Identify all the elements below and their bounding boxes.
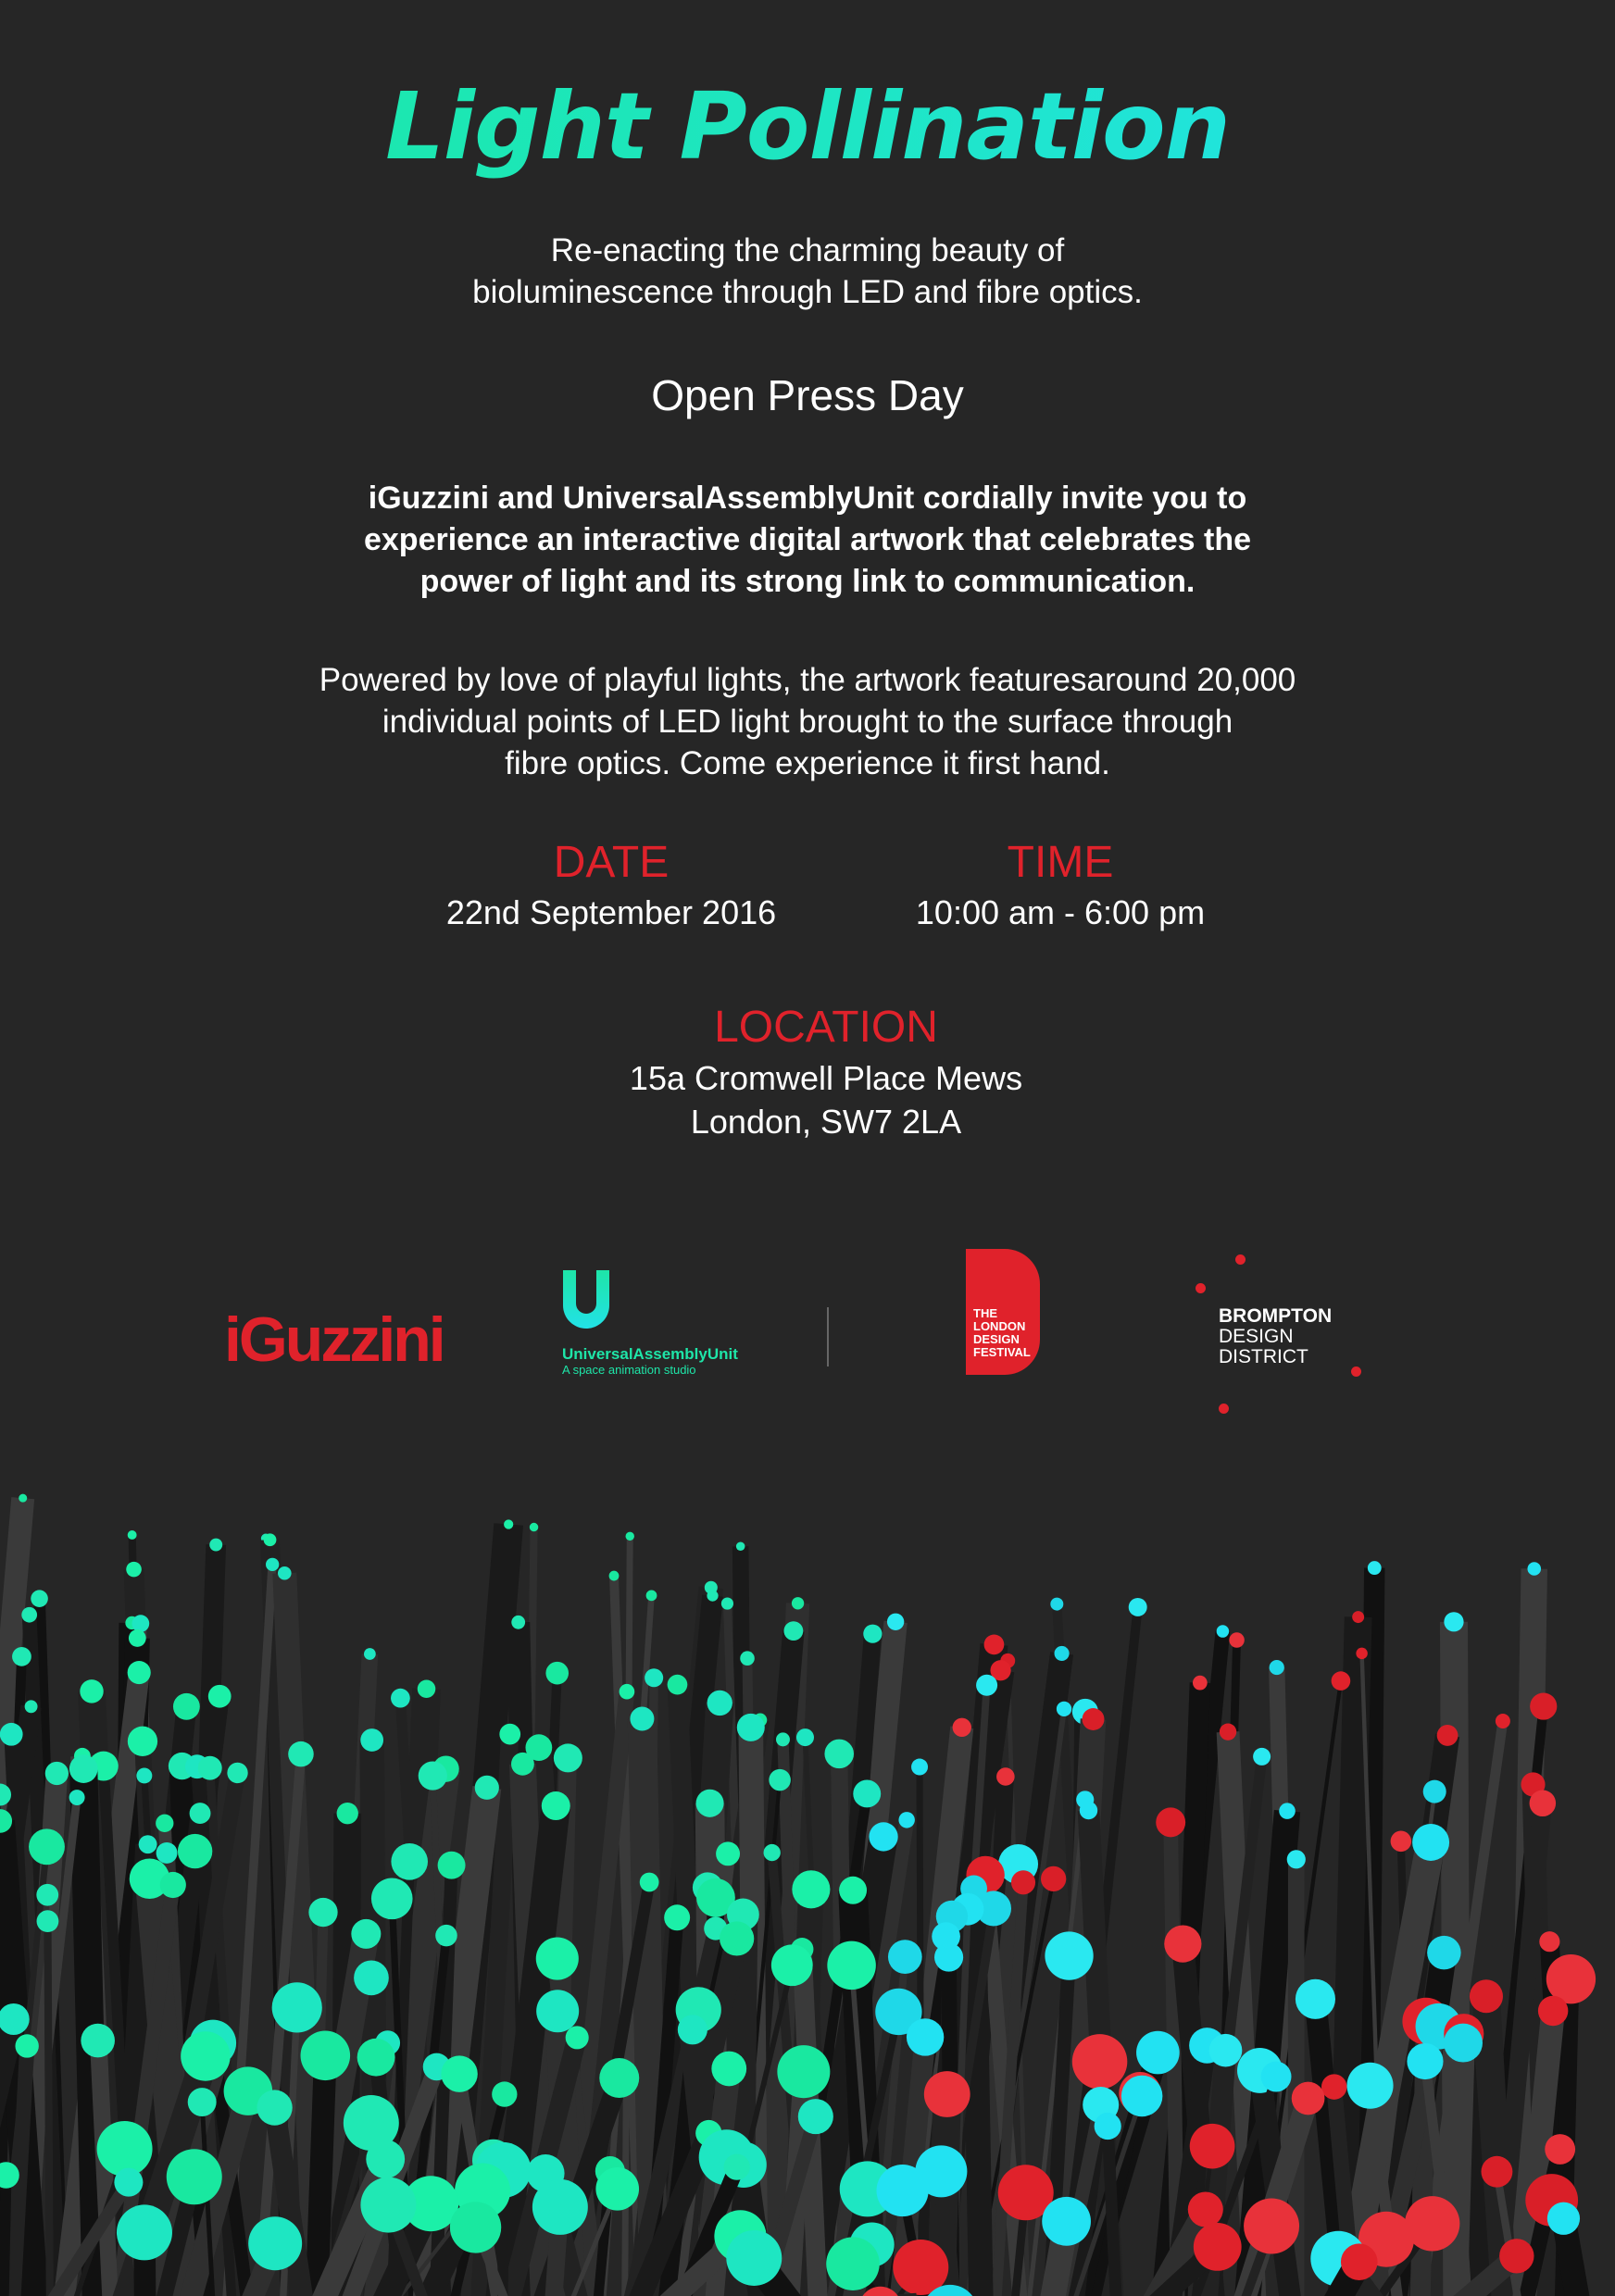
light-dot — [566, 2026, 589, 2049]
light-dot — [668, 1675, 688, 1695]
light-dot — [419, 1761, 447, 1790]
light-dot — [707, 1591, 718, 1602]
light-dot — [853, 1780, 881, 1808]
light-dot — [1287, 1850, 1306, 1868]
light-dot — [69, 1790, 85, 1805]
light-dot — [1530, 1692, 1557, 1719]
light-dot — [364, 1648, 376, 1660]
date-value: 22nd September 2016 — [445, 893, 777, 931]
light-dot — [877, 2165, 929, 2216]
ldf-line: LONDON — [973, 1319, 1026, 1333]
light-dot — [1193, 1676, 1208, 1691]
location-block — [0, 1002, 1615, 1143]
light-dot — [1121, 2076, 1163, 2117]
light-dot — [492, 2081, 517, 2106]
location-label: LOCATION — [714, 1003, 938, 1052]
light-dot — [69, 1754, 98, 1783]
light-dot — [278, 1566, 292, 1580]
light-dot — [1444, 1612, 1463, 1631]
light-dot — [1481, 2156, 1512, 2188]
light-dot — [1270, 1660, 1284, 1675]
invite-line: iGuzzini and UniversalAssemblyUnit cordially invite you to — [368, 480, 1247, 516]
light-dot — [139, 1835, 157, 1853]
ldf-logo-text — [973, 1307, 1031, 1359]
bdd-line: BROMPTON — [1219, 1305, 1333, 1327]
subtitle — [0, 230, 1615, 313]
light-dot — [769, 1769, 791, 1791]
light-dot — [1188, 2191, 1223, 2227]
light-dot — [1050, 1598, 1063, 1611]
light-dot — [1368, 1561, 1382, 1575]
light-dot — [208, 1685, 232, 1708]
logo-divider — [827, 1307, 829, 1366]
light-dot — [771, 1944, 813, 1986]
address-line: 15a Cromwell Place Mews — [629, 1059, 1023, 1097]
light-dot — [156, 1815, 173, 1832]
light-dot — [80, 1679, 103, 1703]
light-dot — [128, 1727, 157, 1756]
light-dot — [1253, 1748, 1271, 1766]
light-dot — [530, 1523, 538, 1531]
light-dot — [721, 1598, 733, 1610]
light-dot — [645, 1668, 663, 1687]
light-dot — [1292, 2082, 1325, 2115]
light-dot — [953, 1718, 971, 1737]
light-dot — [707, 1691, 732, 1716]
light-dot — [1220, 1723, 1236, 1740]
light-dot — [1057, 1702, 1071, 1716]
bdd-line: DESIGN — [1219, 1326, 1294, 1347]
light-dot — [354, 1960, 389, 1995]
light-dot — [188, 2088, 217, 2116]
light-dot — [190, 1803, 211, 1824]
page-title: Light Pollination — [0, 72, 1615, 181]
light-dot — [826, 2237, 880, 2290]
light-dot — [160, 1872, 186, 1898]
light-dot — [511, 1753, 534, 1776]
light-dot — [726, 2230, 782, 2286]
light-dot — [1538, 1996, 1568, 2026]
location-address — [0, 1056, 1615, 1143]
subtitle-line: Re-enacting the charming beauty of — [550, 232, 1065, 268]
light-dot — [776, 1732, 790, 1746]
press-day-heading: Open Press Day — [651, 371, 964, 419]
light-dot — [1530, 1791, 1557, 1817]
light-dot — [1496, 1714, 1510, 1728]
light-dot — [167, 2149, 222, 2204]
light-dot — [1527, 1562, 1541, 1576]
fibre-strand — [4, 2175, 6, 2296]
light-dot — [29, 1828, 65, 1865]
light-dot — [1055, 1646, 1070, 1661]
light-dot — [511, 1616, 525, 1629]
light-dot — [1407, 2043, 1443, 2079]
light-dot — [257, 2090, 292, 2125]
light-dot — [1356, 1648, 1367, 1659]
light-dot — [114, 2168, 143, 2197]
light-dot — [366, 2140, 405, 2178]
light-dot — [21, 1607, 37, 1623]
light-dot — [630, 1707, 654, 1731]
time-block — [820, 837, 1301, 932]
light-dot — [1444, 2024, 1483, 2063]
light-dot — [984, 1634, 1005, 1654]
light-dot — [678, 2015, 707, 2044]
light-dot — [640, 1873, 659, 1892]
light-dot — [1341, 2243, 1378, 2280]
light-dot — [1217, 1625, 1229, 1637]
light-dot — [863, 1625, 882, 1643]
fibre-optic-artwork — [0, 1454, 1615, 2296]
light-dot — [504, 1519, 513, 1529]
light-dot — [1346, 2063, 1393, 2109]
light-dot — [173, 1693, 200, 1720]
bdd-logo-dot — [1351, 1366, 1361, 1377]
light-dot — [764, 1844, 781, 1861]
light-dot — [418, 1679, 436, 1698]
light-dot — [777, 2045, 830, 2098]
light-dot — [839, 1877, 867, 1904]
invite-line: power of light and its strong link to communication. — [419, 564, 1196, 599]
light-dot — [0, 1723, 23, 1746]
light-dot — [792, 1597, 804, 1609]
light-dot — [337, 1803, 358, 1824]
ldf-line: DESIGN — [973, 1332, 1020, 1346]
light-dot — [1156, 1807, 1185, 1837]
light-dot — [1080, 1802, 1097, 1819]
light-dot — [1190, 2124, 1235, 2169]
light-dot — [724, 2154, 750, 2180]
light-dot — [1391, 1831, 1412, 1853]
light-dot — [1296, 1979, 1335, 2019]
light-dot — [609, 1571, 620, 1581]
brompton-design-district-logo — [1219, 1306, 1332, 1367]
light-dot — [595, 2167, 639, 2211]
ldf-line: FESTIVAL — [973, 1345, 1031, 1359]
light-dot — [740, 1651, 755, 1666]
light-dot — [1332, 1671, 1351, 1691]
light-dot — [887, 1614, 904, 1630]
fibre-strand — [317, 2055, 326, 2296]
light-dot — [1095, 2113, 1121, 2140]
light-dot — [209, 1539, 222, 1552]
light-dot — [391, 1689, 410, 1708]
light-dot — [1321, 2074, 1347, 2100]
light-dot — [664, 1904, 690, 1930]
time-label: TIME — [1007, 838, 1114, 887]
light-dot — [301, 2031, 351, 2081]
light-dot — [1279, 1803, 1296, 1819]
light-dot — [136, 1767, 152, 1783]
fibre-strand — [974, 1889, 982, 2296]
light-dot — [351, 1919, 381, 1949]
uau-logo-mark — [563, 1270, 609, 1329]
light-dot — [132, 1615, 150, 1632]
light-dot — [599, 2058, 639, 2098]
light-dot — [435, 1925, 457, 1947]
light-dot — [720, 1921, 754, 1955]
light-dot — [272, 1982, 322, 2032]
light-dot — [15, 2034, 38, 2057]
fibre-strand — [1456, 2043, 1463, 2296]
light-dot — [128, 1530, 137, 1540]
time-value: 10:00 am - 6:00 pm — [915, 893, 1206, 931]
light-dot — [1194, 2223, 1242, 2271]
light-dot — [1164, 1925, 1201, 1962]
light-dot — [1042, 2197, 1091, 2246]
light-dot — [391, 1843, 428, 1880]
light-dot — [976, 1675, 997, 1696]
light-dot — [716, 1841, 740, 1866]
light-dot — [126, 1562, 142, 1578]
light-dot — [783, 1621, 803, 1641]
light-dot — [1261, 2062, 1292, 2092]
date-label: DATE — [553, 838, 670, 887]
light-dot — [792, 1870, 830, 1908]
light-dot — [1352, 1611, 1364, 1623]
fibre-strand — [47, 1921, 49, 2296]
light-dot — [796, 1728, 814, 1746]
light-dot — [1229, 1632, 1244, 1647]
light-dot — [129, 1629, 146, 1647]
light-dot — [156, 1842, 178, 1864]
light-dot — [1437, 1725, 1459, 1746]
light-dot — [542, 1791, 570, 1820]
light-dot — [996, 1767, 1015, 1786]
light-dot — [31, 1590, 48, 1607]
light-dot — [117, 2204, 172, 2260]
light-dot — [911, 1759, 928, 1776]
light-dot — [12, 1647, 31, 1666]
light-dot — [450, 2202, 501, 2252]
light-dot — [360, 2177, 416, 2233]
invitation-text — [0, 478, 1615, 603]
light-dot — [181, 2031, 231, 2081]
bdd-logo-dot — [1196, 1283, 1206, 1293]
light-dot — [499, 1724, 520, 1745]
light-dot — [626, 1532, 634, 1541]
light-dot — [888, 1940, 922, 1974]
date-block — [370, 837, 852, 932]
light-dot — [371, 1878, 413, 1919]
uau-logo-tagline: A space animation studio — [562, 1363, 696, 1377]
description-line: Powered by love of playful lights, the artwork featuresaround 20,000 — [319, 662, 1296, 698]
light-dot — [1412, 1824, 1449, 1861]
light-dot — [1547, 2202, 1580, 2235]
light-dot — [178, 1834, 212, 1868]
light-dot — [360, 1728, 383, 1752]
light-dot — [1244, 2199, 1299, 2254]
subtitle-line: bioluminescence through LED and fibre optics. — [472, 274, 1143, 310]
light-dot — [475, 1776, 499, 1800]
light-dot — [97, 2121, 153, 2177]
bdd-logo-dot — [1219, 1404, 1229, 1414]
light-dot — [1136, 2031, 1180, 2075]
light-dot — [81, 2024, 115, 2058]
address-line: London, SW7 2LA — [690, 1103, 962, 1141]
light-dot — [907, 2018, 944, 2055]
light-dot — [266, 1558, 279, 1571]
light-dot — [532, 2179, 588, 2235]
light-dot — [36, 1884, 58, 1906]
light-dot — [19, 1494, 27, 1503]
light-dot — [1423, 1780, 1446, 1803]
description-line: fibre optics. Come experience it first hand. — [505, 745, 1110, 781]
light-dot — [1427, 1936, 1460, 1969]
light-dot — [1041, 1866, 1066, 1891]
light-dot — [1083, 1708, 1105, 1730]
light-dot — [696, 1790, 724, 1817]
ldf-line: THE — [973, 1306, 997, 1320]
light-dot — [1470, 1979, 1503, 2013]
light-dot — [737, 1714, 765, 1741]
light-dot — [798, 2099, 833, 2134]
light-dot — [646, 1590, 657, 1601]
light-dot — [264, 1533, 277, 1546]
light-dot — [1011, 1870, 1035, 1894]
light-dot — [441, 2055, 477, 2091]
light-dot — [248, 2216, 302, 2270]
description-line: individual points of LED light brought to the surface through — [382, 704, 1233, 740]
light-dot — [1539, 1931, 1559, 1952]
light-dot — [45, 1762, 69, 1785]
iguzzini-logo: iGuzzini — [224, 1304, 444, 1375]
light-dot — [827, 1941, 876, 1990]
light-dot — [1045, 1931, 1093, 1979]
light-dot — [198, 1756, 222, 1780]
light-dot — [545, 1662, 569, 1685]
invite-line: experience an interactive digital artwork that celebrates the — [363, 522, 1252, 557]
light-dot — [227, 1763, 247, 1783]
light-dot — [536, 1990, 579, 2032]
light-dot — [869, 1822, 897, 1851]
uau-logo-name: UniversalAssemblyUnit — [562, 1345, 738, 1363]
light-dot — [536, 1937, 579, 1979]
light-dot — [1072, 2034, 1128, 2090]
light-dot — [620, 1684, 635, 1700]
light-dot — [357, 2039, 395, 2077]
light-dot — [438, 1852, 466, 1879]
light-dot — [554, 1743, 582, 1772]
light-dot — [1129, 1598, 1147, 1616]
bdd-logo-dot — [1235, 1254, 1246, 1265]
light-dot — [934, 1943, 963, 1972]
description-text — [0, 659, 1615, 784]
light-dot — [37, 1910, 59, 1932]
light-dot — [736, 1541, 745, 1551]
light-dot — [1545, 2134, 1575, 2165]
light-dot — [711, 2052, 746, 2087]
light-dot — [288, 1741, 314, 1767]
light-dot — [824, 1740, 854, 1769]
light-dot — [308, 1898, 337, 1927]
light-dot — [25, 1700, 38, 1713]
light-dot — [924, 2071, 970, 2117]
light-dot — [128, 1661, 151, 1684]
bdd-line: DISTRICT — [1219, 1346, 1308, 1367]
light-dot — [1499, 2239, 1534, 2273]
light-dot — [898, 1812, 914, 1828]
light-dot — [1209, 2034, 1243, 2067]
